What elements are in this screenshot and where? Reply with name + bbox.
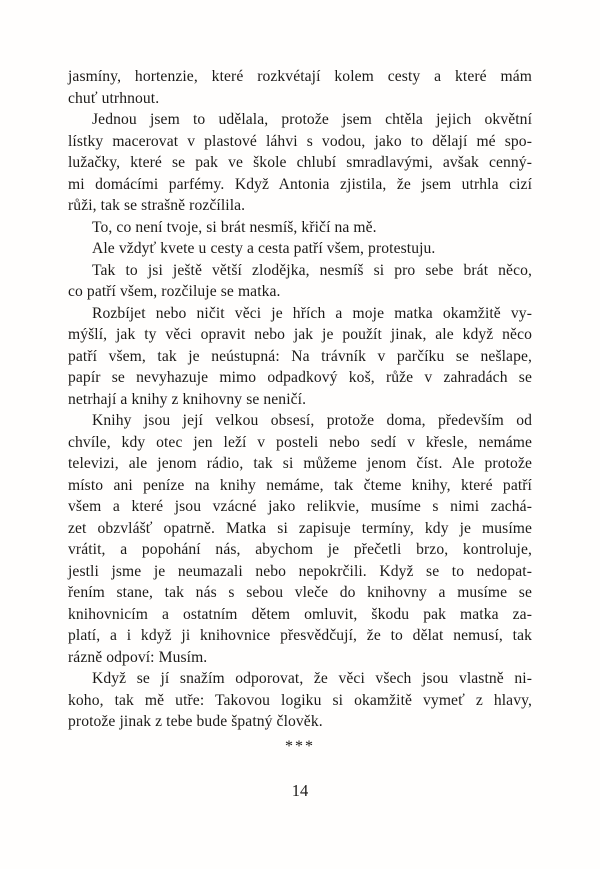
text-line: Ale vždyť kvete u cesty a cesta patří všem, protestuju. <box>92 240 436 257</box>
text-line: netrhají a knihy z knihovny se neničí. <box>68 390 307 408</box>
paragraph <box>68 668 532 733</box>
text-line: mýšlí, jak ty věci opravit nebo jak je použít jinak, ale když něco <box>68 326 532 343</box>
text-line: papír se nevyhazuje mimo odpadkový koš, růže v zahradách se <box>68 369 532 386</box>
text-line: patří všem, tak je neústupná: Na trávník v parčíku se nešlape, <box>68 347 532 365</box>
text-line: Rozbíjet nebo ničit věci je hřích a moje matka okamžitě vy- <box>92 304 532 322</box>
text-line: všem a které jsou vzácné jako relikvie, musíme s nimi zachá- <box>68 498 532 515</box>
text-line: lužačky, které se pak ve škole chlubí smradlavými, avšak cenný- <box>68 154 532 171</box>
text-line: knihovnicím a ostatním dětem omluvit, škodu pak matka za- <box>68 605 532 623</box>
text-line: místo ani peníze na knihy nemáme, tak čteme knihy, které patří <box>68 476 532 494</box>
text-line: protože jinak z tebe bude špatný člověk. <box>68 713 323 730</box>
text-line: zet obzvlášť opatrně. Matka si zapisuje termíny, kdy je musíme <box>68 519 532 537</box>
text-line: jestli jsme je neumazali nebo nepokrčili. Když se to nedopat- <box>68 562 532 580</box>
text-line: Knihy jsou její velkou obsesí, protože doma, především od <box>92 412 532 429</box>
paragraph <box>68 109 532 217</box>
text-line: Když se jí snažím odporovat, že věci všech jsou vlastně ni- <box>92 670 532 687</box>
text-line: chuť utrhnout. <box>68 89 160 107</box>
text-line: To, co není tvoje, si brát nesmíš, křičí na mě. <box>92 218 377 236</box>
section-separator: *** <box>285 738 315 755</box>
text-line: lístky macerovat v plastové láhvi s vodou, jako to dělají mé spo- <box>68 132 532 150</box>
text-line: televizi, ale jenom rádio, tak si můžeme jenom číst. Ale protože <box>68 455 532 472</box>
text-line: koho, tak mě utře: Takovou logiku si okamžitě vymeť z hlavy, <box>68 691 532 709</box>
text-line: chvíle, kdy otec jen leží v posteli nebo sedí v křesle, nemáme <box>68 433 532 451</box>
text-line: Tak to jsi ještě větší zlodějka, nesmíš si pro sebe brát něco, <box>92 261 532 279</box>
paragraph <box>68 410 532 668</box>
text-line: platí, a i když ji knihovnice přesvědčují, že to dělat nemusí, tak <box>68 627 532 644</box>
text-line: co patří všem, rozčiluje se matka. <box>68 283 281 300</box>
paragraph <box>68 66 532 109</box>
text-line: řením stane, tak nás s sebou vleče do knihovny a musíme se <box>68 584 532 601</box>
text-line: rázně odpoví: Musím. <box>68 648 208 666</box>
text-block <box>68 66 532 733</box>
paragraph <box>68 238 532 260</box>
text-line: jasmíny, hortenzie, které rozkvétají kolem cesty a které mám <box>68 68 532 85</box>
page-number: 14 <box>291 781 309 800</box>
paragraph <box>68 217 532 239</box>
text-line: Jednou jsem to udělala, protože jsem chtěla jejich okvětní <box>92 111 532 128</box>
text-line: mi domácími parfémy. Když Antonia zjistila, že jsem utrhla cizí <box>68 175 532 193</box>
paragraph <box>68 260 532 303</box>
text-line: růži, tak se strašně rozčílila. <box>68 197 246 214</box>
paragraph <box>68 303 532 411</box>
text-line: vrátit, a popohání nás, abychom je přečetli brzo, kontroluje, <box>68 541 532 558</box>
